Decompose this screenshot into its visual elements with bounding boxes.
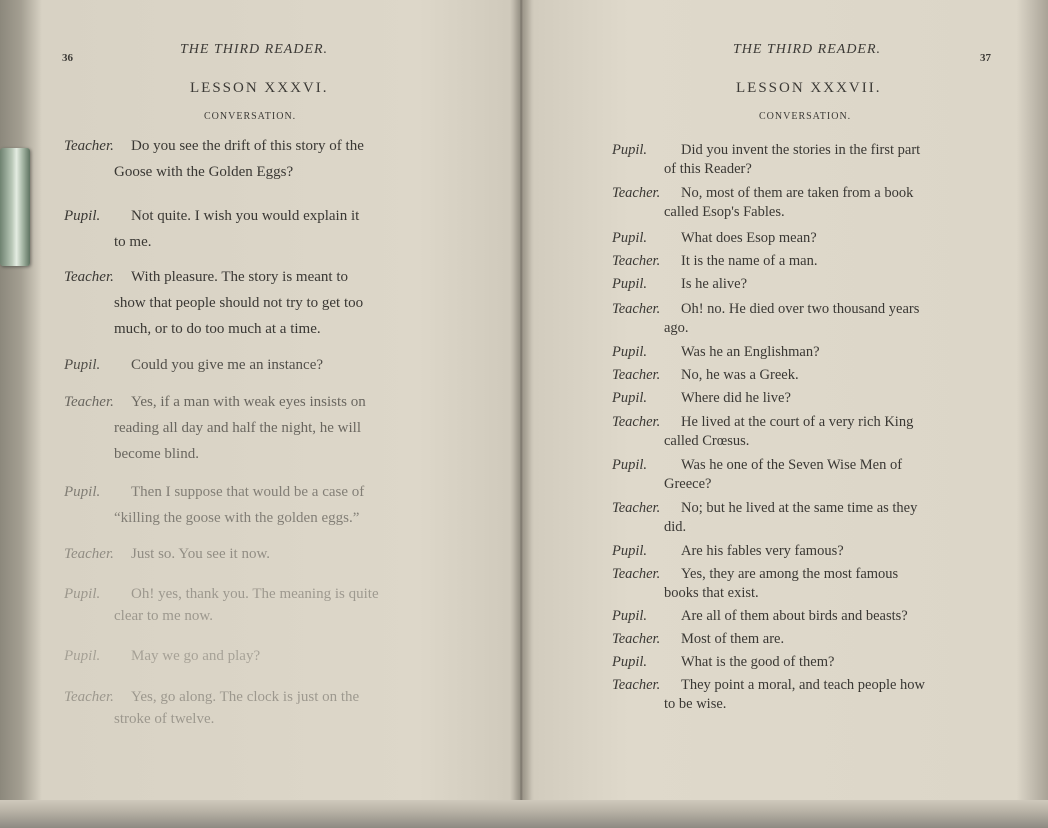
left-page: [24, 0, 514, 800]
speaker-label: Teacher.: [612, 253, 661, 269]
speaker-label: Pupil.: [64, 484, 101, 500]
dialogue-line: It is the name of a man.: [681, 253, 818, 269]
dialogue-line: Yes, if a man with weak eyes insists on: [131, 394, 366, 410]
dialogue-line: Oh! no. He died over two thousand years: [681, 301, 920, 317]
dialogue-line: No, he was a Greek.: [681, 367, 799, 383]
speaker-label: Pupil.: [612, 608, 648, 624]
dialogue-line: May we go and play?: [131, 648, 261, 664]
dialogue-line: to me.: [114, 234, 152, 250]
dialogue-line: of this Reader?: [664, 161, 752, 177]
speaker-label: Pupil.: [64, 357, 101, 373]
dialogue-line: books that exist.: [664, 585, 759, 601]
dialogue-line: Do you see the drift of this story of the: [131, 138, 364, 154]
dialogue-line: Was he one of the Seven Wise Men of: [681, 457, 903, 473]
speaker-label: Teacher.: [612, 500, 661, 516]
speaker-label: Teacher.: [64, 546, 114, 562]
dialogue-line: What does Esop mean?: [681, 230, 817, 246]
speaker-label: Pupil.: [612, 230, 648, 246]
speaker-label: Teacher.: [64, 269, 114, 285]
dialogue-line: Yes, they are among the most famous: [681, 566, 899, 582]
speaker-label: Teacher.: [612, 566, 661, 582]
speaker-label: Pupil.: [64, 648, 101, 664]
book-bottom-edge: [0, 800, 1048, 828]
speaker-label: Pupil.: [64, 208, 101, 224]
dialogue-line: No; but he lived at the same time as they: [681, 500, 918, 516]
dialogue-line: Oh! yes, thank you. The meaning is quite: [131, 586, 379, 602]
dialogue-line: Is he alive?: [681, 276, 748, 292]
dialogue-line: Just so. You see it now.: [131, 546, 271, 562]
dialogue-line: He lived at the court of a very rich King: [681, 414, 914, 430]
dialogue-line: Are his fables very famous?: [681, 543, 844, 559]
dialogue-line: clear to me now.: [114, 608, 213, 624]
dialogue-line: called Crœsus.: [664, 433, 750, 449]
lesson-title: LESSON XXXVI.: [190, 80, 329, 96]
dialogue-line: to be wise.: [664, 696, 727, 712]
page-number: 37: [980, 52, 991, 64]
lesson-subtitle: CONVERSATION.: [204, 111, 297, 122]
dialogue-line: show that people should not try to get too: [114, 295, 364, 311]
speaker-label: Teacher.: [64, 689, 114, 705]
speaker-label: Pupil.: [64, 586, 101, 602]
lesson-subtitle: CONVERSATION.: [759, 111, 852, 122]
dialogue-line: With pleasure. The story is meant to: [131, 269, 348, 285]
speaker-label: Pupil.: [612, 142, 648, 158]
dialogue-line: ago.: [664, 320, 689, 336]
speaker-label: Pupil.: [612, 276, 648, 292]
speaker-label: Pupil.: [612, 543, 648, 559]
speaker-label: Teacher.: [612, 301, 661, 317]
dialogue-line: Then I suppose that would be a case of: [131, 484, 365, 500]
dialogue-line: Not quite. I wish you would explain it: [131, 208, 360, 224]
dialogue-line: Most of them are.: [681, 631, 785, 647]
dialogue-line: Did you invent the stories in the first part: [681, 142, 921, 158]
speaker-label: Pupil.: [612, 654, 648, 670]
speaker-label: Teacher.: [612, 677, 661, 693]
speaker-label: Pupil.: [612, 457, 648, 473]
speaker-label: Teacher.: [612, 414, 661, 430]
dialogue-line: become blind.: [114, 446, 199, 462]
dialogue-line: did.: [664, 519, 687, 535]
dialogue-line: Yes, go along. The clock is just on the: [131, 689, 360, 705]
dialogue-line: What is the good of them?: [681, 654, 835, 670]
speaker-label: Teacher.: [64, 138, 114, 154]
running-head: THE THIRD READER.: [180, 42, 329, 57]
speaker-label: Teacher.: [612, 185, 661, 201]
right-page: [528, 0, 1028, 800]
speaker-label: Teacher.: [612, 367, 661, 383]
lesson-title: LESSON XXXVII.: [736, 80, 882, 96]
dialogue-line: Could you give me an instance?: [131, 357, 324, 373]
dialogue-line: much, or to do too much at a time.: [114, 321, 321, 337]
dialogue-line: Where did he live?: [681, 390, 791, 406]
dialogue-line: stroke of twelve.: [114, 711, 215, 727]
speaker-label: Pupil.: [612, 390, 648, 406]
dialogue-line: called Esop's Fables.: [664, 204, 785, 220]
dialogue-line: Are all of them about birds and beasts?: [681, 608, 908, 624]
dialogue-line: Was he an Englishman?: [681, 344, 820, 360]
speaker-label: Teacher.: [64, 394, 114, 410]
dialogue-line: They point a moral, and teach people how: [681, 677, 926, 693]
dialogue-line: Goose with the Golden Eggs?: [114, 164, 294, 180]
running-head: THE THIRD READER.: [733, 42, 882, 57]
dialogue-line: No, most of them are taken from a book: [681, 185, 914, 201]
dialogue-line: Greece?: [664, 476, 712, 492]
dialogue-line: reading all day and half the night, he will: [114, 420, 362, 436]
speaker-label: Teacher.: [612, 631, 661, 647]
speaker-label: Pupil.: [612, 344, 648, 360]
page-number: 36: [62, 52, 73, 64]
dialogue-line: “killing the goose with the golden eggs.”: [114, 510, 360, 526]
